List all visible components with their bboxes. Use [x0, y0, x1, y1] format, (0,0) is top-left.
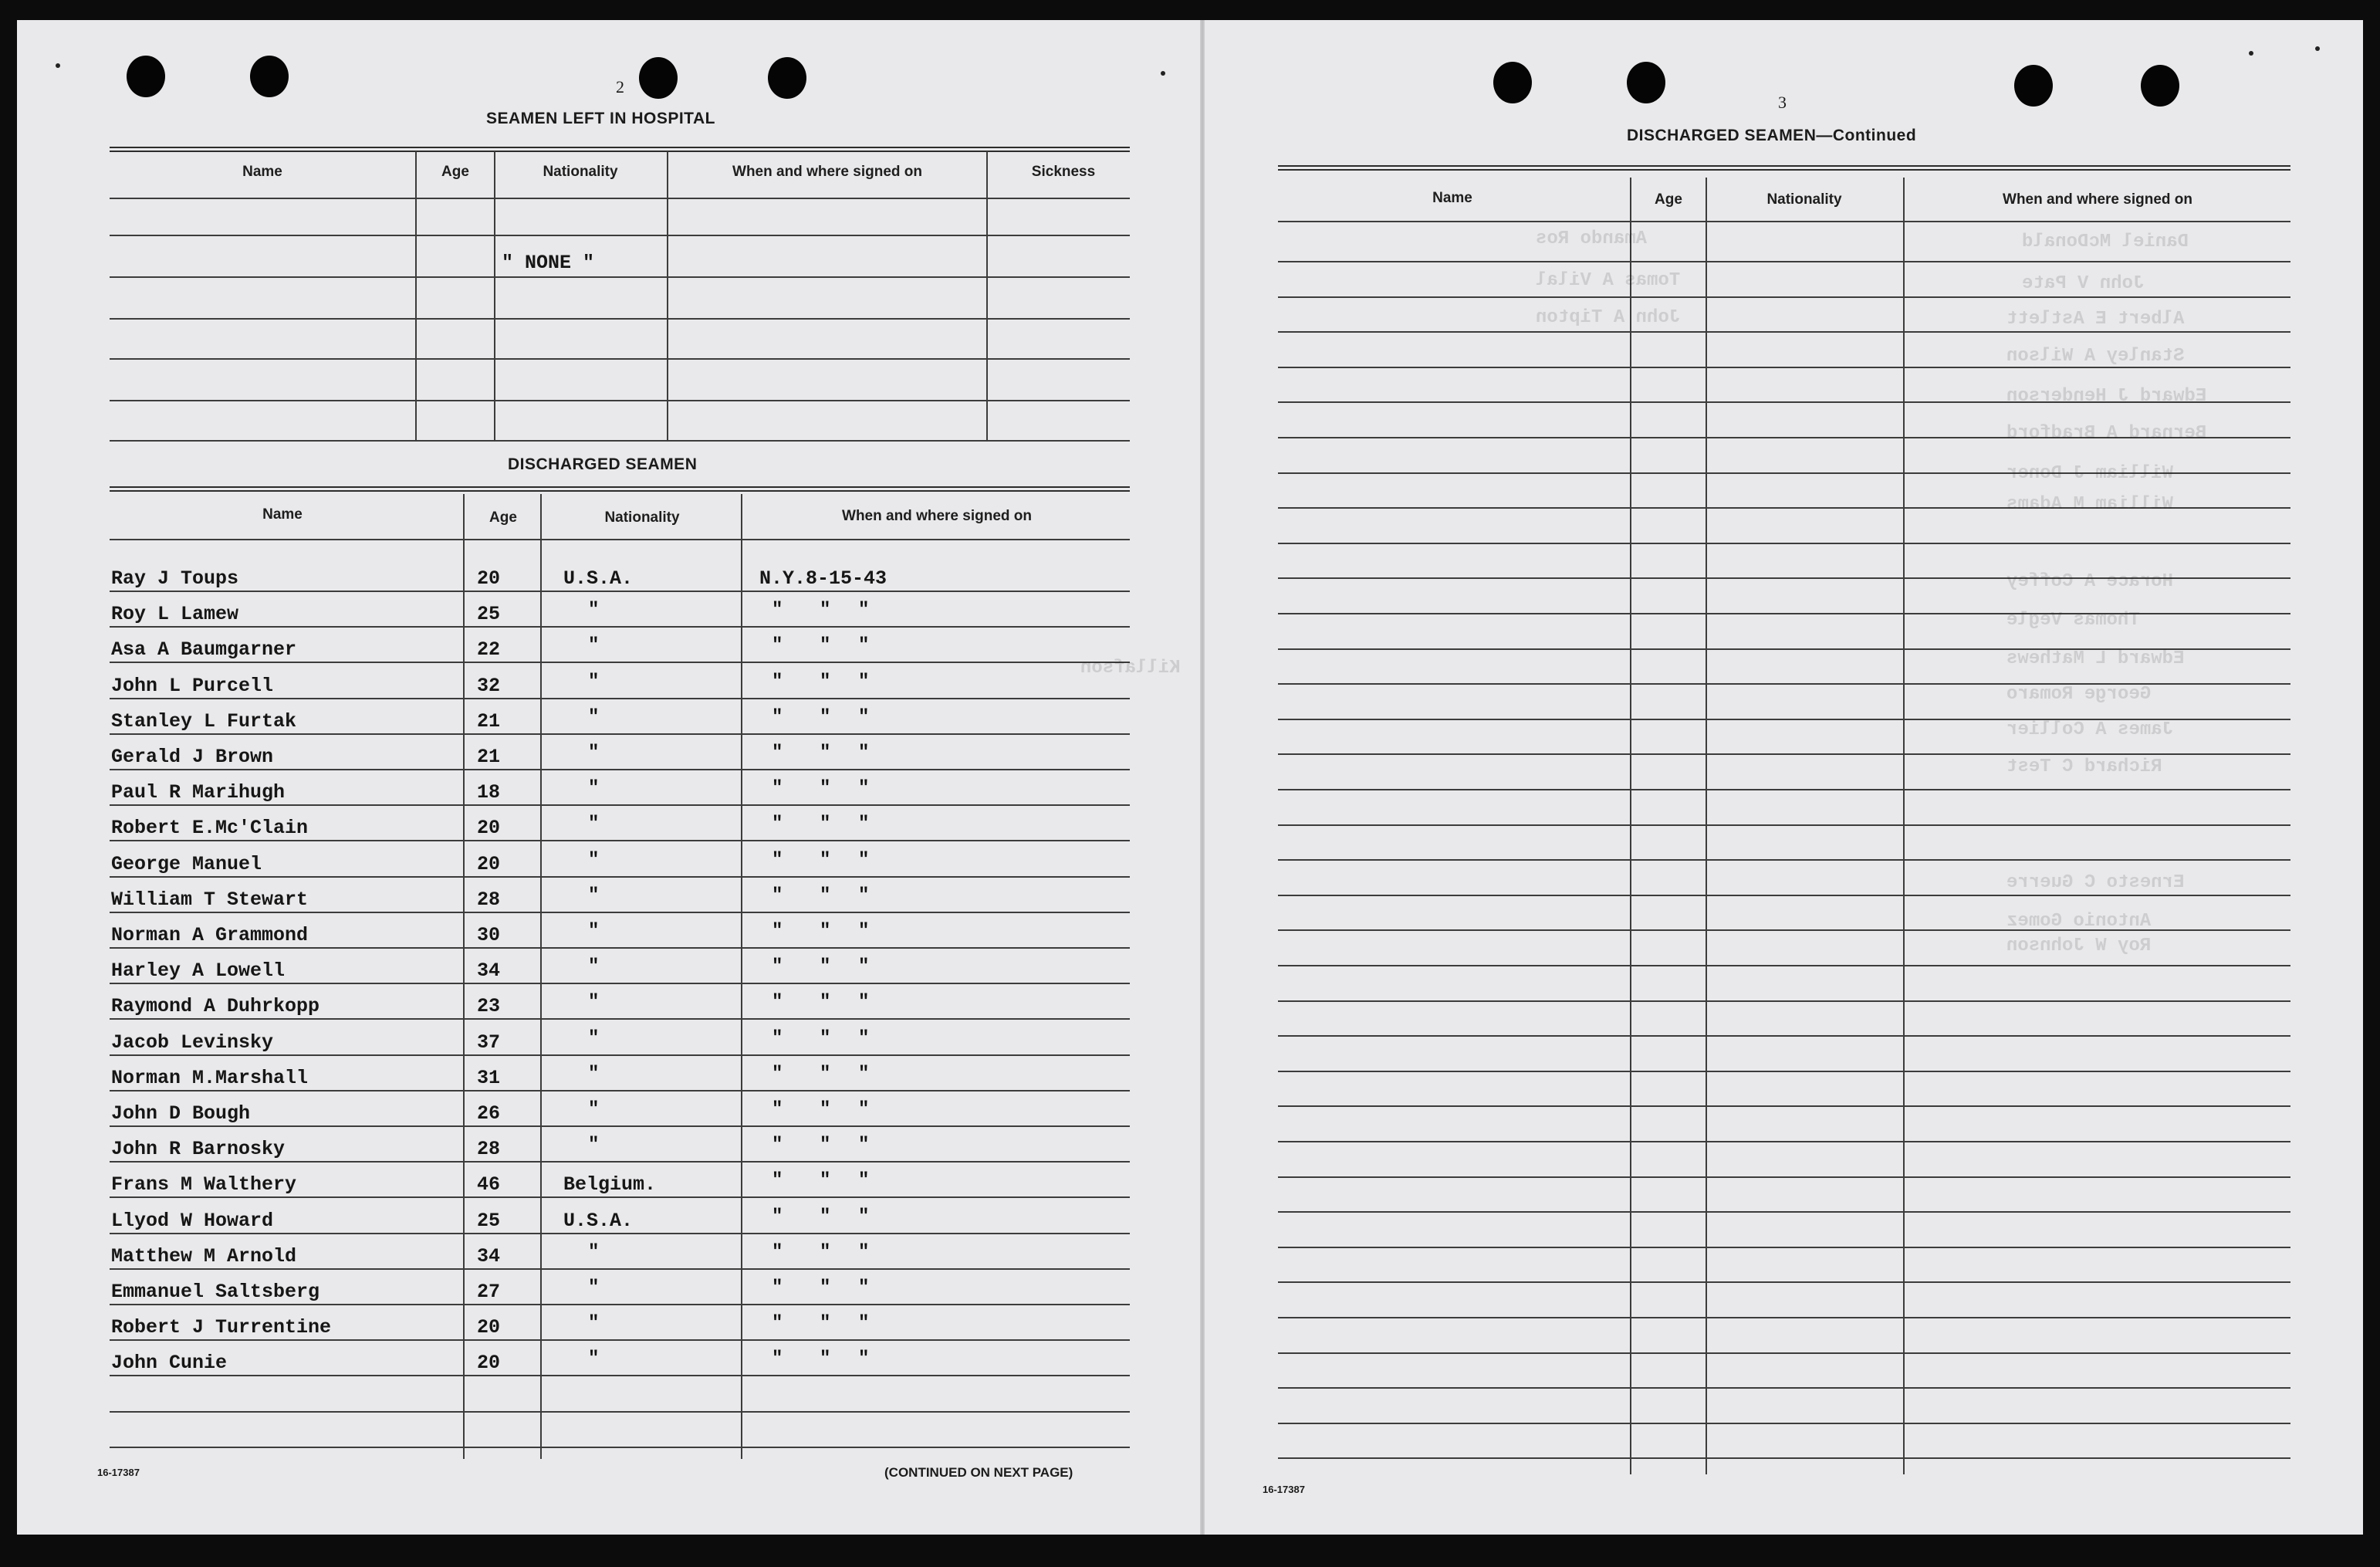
row-rule — [110, 1304, 1130, 1305]
seaman-name: Norman A Grammond — [111, 924, 309, 946]
ditto-mark: " — [772, 778, 783, 799]
ditto-mark: " — [820, 956, 831, 977]
ditto-mark: " — [858, 956, 870, 977]
ditto-mark: " — [772, 814, 783, 834]
row-rule — [1278, 1211, 2290, 1213]
row-rule — [1278, 1457, 2290, 1459]
rule — [110, 358, 1130, 360]
punch-hole — [639, 57, 678, 99]
ditto-mark: " — [858, 885, 870, 906]
seaman-name: Asa A Baumgarner — [111, 638, 297, 661]
bleed-through: William M Adams — [2006, 494, 2174, 515]
header-name: Name — [1432, 190, 1472, 206]
column-divider — [494, 151, 495, 440]
ditto-mark: " — [588, 885, 600, 906]
ditto-mark: " — [588, 1064, 600, 1085]
ditto-mark: " — [820, 921, 831, 942]
row-rule — [1278, 965, 2290, 966]
ditto-mark: " — [820, 814, 831, 834]
ditto-mark: " — [588, 956, 600, 977]
row-rule — [110, 876, 1130, 878]
row-rule — [1278, 1387, 2290, 1389]
row-rule — [110, 947, 1130, 949]
row-rule — [110, 1196, 1130, 1198]
seaman-nationality: U.S.A. — [563, 1210, 634, 1232]
seaman-name: Robert E.Mc'Clain — [111, 817, 309, 839]
bleed-through: Richard C Test — [2006, 756, 2162, 777]
page-fold — [1200, 20, 1205, 1535]
row-rule — [110, 1268, 1130, 1270]
seaman-name: John R Barnosky — [111, 1138, 286, 1160]
seaman-nationality: Belgium. — [563, 1173, 657, 1196]
column-divider — [1706, 178, 1707, 1474]
seaman-age: 21 — [477, 746, 501, 768]
ditto-mark: " — [858, 1207, 870, 1227]
row-rule — [1278, 1352, 2290, 1354]
seaman-age: 26 — [477, 1102, 501, 1125]
punch-hole — [1627, 62, 1665, 103]
seaman-age: 31 — [477, 1067, 501, 1089]
ditto-mark: " — [772, 672, 783, 692]
seaman-nationality: U.S.A. — [563, 567, 634, 590]
ditto-mark: " — [588, 1349, 600, 1369]
column-divider — [1630, 178, 1631, 1474]
row-rule — [1278, 1000, 2290, 1002]
header-signed-on: When and where signed on — [732, 164, 922, 180]
seaman-name: William T Stewart — [111, 888, 309, 911]
page-number: 2 — [616, 77, 624, 96]
seaman-age: 20 — [477, 817, 501, 839]
bleed-through: Amando Ros — [1536, 228, 1648, 249]
header-nationality: Nationality — [604, 509, 680, 526]
row-rule — [1278, 543, 2290, 544]
header-age: Age — [441, 164, 469, 180]
rule — [110, 440, 1130, 442]
bleed-through: Tomas A Vilal — [1536, 270, 1681, 291]
ditto-mark: " — [772, 992, 783, 1013]
seaman-age: 25 — [477, 603, 501, 625]
seaman-age: 18 — [477, 781, 501, 804]
seaman-age: 23 — [477, 995, 501, 1017]
ditto-mark: " — [820, 600, 831, 621]
bleed-through: John A Tipton — [1536, 307, 1681, 328]
ditto-mark: " — [820, 1064, 831, 1085]
ditto-mark: " — [588, 1278, 600, 1298]
ditto-mark: " — [858, 1099, 870, 1120]
ditto-mark: " — [820, 672, 831, 692]
ditto-mark: " — [858, 814, 870, 834]
bleed-through: Bernard A Bradford — [2006, 423, 2207, 444]
speck — [1161, 71, 1165, 76]
hospital-none-entry: " NONE " — [502, 252, 595, 274]
bleed-through: Killafson — [1080, 658, 1181, 679]
punch-hole — [2141, 65, 2179, 107]
seaman-age: 37 — [477, 1031, 501, 1054]
rule — [110, 147, 1130, 148]
seaman-name: Ray J Toups — [111, 567, 239, 590]
ditto-mark: " — [820, 992, 831, 1013]
ditto-mark: " — [820, 1278, 831, 1298]
ditto-mark: " — [772, 1242, 783, 1263]
header-nationality: Nationality — [543, 164, 618, 180]
seaman-name: George Manuel — [111, 853, 262, 875]
ditto-mark: " — [820, 850, 831, 871]
row-rule — [110, 626, 1130, 628]
ditto-mark: " — [858, 743, 870, 763]
row-rule — [1278, 1176, 2290, 1178]
punch-hole — [1493, 62, 1532, 103]
row-rule — [1278, 1035, 2290, 1037]
ditto-mark: " — [858, 778, 870, 799]
ditto-mark: " — [858, 707, 870, 728]
ditto-mark: " — [772, 1170, 783, 1191]
column-divider — [540, 494, 542, 1459]
bleed-through: Edward J Henderson — [2006, 386, 2207, 407]
discharged-continued-title: DISCHARGED SEAMEN—Continued — [1627, 127, 1917, 144]
seaman-age: 32 — [477, 675, 501, 697]
row-rule — [1278, 789, 2290, 790]
form-number: 16-17387 — [97, 1467, 140, 1478]
ditto-mark: " — [772, 850, 783, 871]
ditto-mark: " — [772, 1313, 783, 1334]
rule — [110, 486, 1130, 488]
seaman-name: Jacob Levinsky — [111, 1031, 274, 1054]
column-divider — [463, 494, 465, 1459]
ditto-mark: " — [820, 1099, 831, 1120]
punch-hole — [127, 56, 165, 97]
rule — [110, 400, 1130, 401]
row-rule — [110, 769, 1130, 770]
seaman-age: 20 — [477, 567, 501, 590]
speck — [2249, 51, 2253, 56]
seaman-name: Gerald J Brown — [111, 746, 274, 768]
ditto-mark: " — [772, 635, 783, 656]
speck — [2315, 46, 2320, 51]
row-rule — [110, 1339, 1130, 1341]
ditto-mark: " — [772, 1028, 783, 1049]
row-rule — [110, 591, 1130, 592]
bleed-through: George Romaro — [2006, 684, 2152, 705]
ditto-mark: " — [588, 1313, 600, 1334]
ditto-mark: " — [772, 1064, 783, 1085]
seaman-age: 34 — [477, 1245, 501, 1267]
seaman-name: Frans M Walthery — [111, 1173, 297, 1196]
seaman-age: 20 — [477, 1316, 501, 1339]
ditto-mark: " — [858, 992, 870, 1013]
row-rule — [1278, 367, 2290, 368]
rule — [110, 235, 1130, 236]
ditto-mark: " — [772, 1207, 783, 1227]
rule — [110, 539, 1130, 540]
seaman-name: Matthew M Arnold — [111, 1245, 297, 1267]
seaman-age: 20 — [477, 853, 501, 875]
seaman-name: Paul R Marihugh — [111, 781, 286, 804]
punch-hole — [250, 56, 289, 97]
hospital-title: SEAMEN LEFT IN HOSPITAL — [486, 110, 715, 127]
ditto-mark: " — [588, 814, 600, 834]
seaman-name: John L Purcell — [111, 675, 274, 697]
bleed-through: Antonio Gomez — [2006, 911, 2152, 932]
ditto-mark: " — [820, 1349, 831, 1369]
scanned-sheet — [17, 20, 2363, 1535]
ditto-mark: " — [820, 1135, 831, 1156]
row-rule — [110, 983, 1130, 984]
ditto-mark: " — [588, 672, 600, 692]
ditto-mark: " — [820, 1313, 831, 1334]
seaman-age: 30 — [477, 924, 501, 946]
ditto-mark: " — [588, 635, 600, 656]
rule — [110, 318, 1130, 320]
header-sickness: Sickness — [1031, 164, 1096, 180]
ditto-mark: " — [588, 1099, 600, 1120]
row-rule — [1278, 261, 2290, 262]
row-rule — [1278, 895, 2290, 896]
row-rule — [110, 698, 1130, 699]
ditto-mark: " — [858, 1135, 870, 1156]
column-divider — [667, 151, 668, 440]
bleed-through: John V Pate — [2022, 273, 2145, 294]
seaman-name: Raymond A Duhrkopp — [111, 995, 320, 1017]
page-number: 3 — [1778, 93, 1787, 112]
ditto-mark: " — [820, 1170, 831, 1191]
column-divider — [415, 151, 417, 440]
ditto-mark: " — [772, 885, 783, 906]
seaman-age: 28 — [477, 1138, 501, 1160]
seaman-age: 22 — [477, 638, 501, 661]
header-name: Name — [242, 164, 282, 180]
seaman-age: 46 — [477, 1173, 501, 1196]
ditto-mark: " — [772, 600, 783, 621]
rule — [1278, 221, 2290, 222]
header-age: Age — [1655, 191, 1682, 208]
row-rule — [110, 1411, 1130, 1413]
seaman-age: 28 — [477, 888, 501, 911]
ditto-mark: " — [588, 743, 600, 763]
ditto-mark: " — [588, 921, 600, 942]
seaman-name: Stanley L Furtak — [111, 710, 297, 733]
rule — [110, 276, 1130, 278]
row-rule — [1278, 1141, 2290, 1142]
ditto-mark: " — [588, 850, 600, 871]
rule — [110, 198, 1130, 199]
ditto-mark: " — [858, 1278, 870, 1298]
punch-hole — [2014, 65, 2053, 107]
row-rule — [1278, 753, 2290, 755]
ditto-mark: " — [820, 1207, 831, 1227]
ditto-mark: " — [772, 956, 783, 977]
row-rule — [1278, 859, 2290, 861]
row-rule — [110, 804, 1130, 806]
seaman-signed-on: N.Y.8-15-43 — [759, 567, 887, 590]
seaman-name: Norman M.Marshall — [111, 1067, 309, 1089]
ditto-mark: " — [820, 1242, 831, 1263]
header-signed-on: When and where signed on — [2003, 191, 2192, 208]
header-age: Age — [489, 509, 517, 526]
ditto-mark: " — [858, 1170, 870, 1191]
bleed-through: Stanley A Wilson — [2006, 346, 2185, 367]
ditto-mark: " — [820, 707, 831, 728]
row-rule — [1278, 1105, 2290, 1107]
row-rule — [110, 1233, 1130, 1234]
ditto-mark: " — [588, 1028, 600, 1049]
ditto-mark: " — [820, 743, 831, 763]
ditto-mark: " — [858, 600, 870, 621]
ditto-mark: " — [858, 1242, 870, 1263]
ditto-mark: " — [858, 672, 870, 692]
row-rule — [110, 912, 1130, 913]
bleed-through: William J Doner — [2006, 463, 2174, 484]
row-rule — [110, 1054, 1130, 1056]
discharged-title: DISCHARGED SEAMEN — [508, 455, 698, 473]
row-rule — [110, 1375, 1130, 1376]
bleed-through: Edward L Mathews — [2006, 648, 2185, 669]
row-rule — [110, 733, 1130, 735]
ditto-mark: " — [588, 1242, 600, 1263]
ditto-mark: " — [588, 778, 600, 799]
ditto-mark: " — [858, 1313, 870, 1334]
bleed-through: Albert E Astlett — [2006, 309, 2185, 330]
ditto-mark: " — [588, 992, 600, 1013]
row-rule — [1278, 296, 2290, 298]
seaman-name: Harley A Lowell — [111, 959, 286, 982]
ditto-mark: " — [858, 921, 870, 942]
ditto-mark: " — [858, 1349, 870, 1369]
ditto-mark: " — [772, 1278, 783, 1298]
header-nationality: Nationality — [1766, 191, 1842, 208]
seaman-name: John Cunie — [111, 1352, 228, 1374]
row-rule — [110, 1447, 1130, 1448]
ditto-mark: " — [858, 635, 870, 656]
ditto-mark: " — [588, 707, 600, 728]
seaman-age: 27 — [477, 1281, 501, 1303]
punch-hole — [768, 57, 806, 99]
row-rule — [110, 1018, 1130, 1020]
column-divider — [986, 151, 988, 440]
row-rule — [110, 1090, 1130, 1091]
row-rule — [1278, 1423, 2290, 1424]
ditto-mark: " — [772, 921, 783, 942]
seaman-name: John D Bough — [111, 1102, 251, 1125]
ditto-mark: " — [772, 1349, 783, 1369]
ditto-mark: " — [772, 743, 783, 763]
row-rule — [110, 1161, 1130, 1163]
seaman-age: 20 — [477, 1352, 501, 1374]
row-rule — [110, 662, 1130, 663]
ditto-mark: " — [858, 850, 870, 871]
bleed-through: Roy W Johnson — [2006, 936, 2152, 956]
speck — [56, 63, 60, 68]
header-name: Name — [262, 506, 303, 523]
ditto-mark: " — [772, 1099, 783, 1120]
bleed-through: James A Collier — [2006, 719, 2174, 740]
row-rule — [1278, 1281, 2290, 1283]
column-divider — [741, 494, 742, 1459]
row-rule — [1278, 331, 2290, 333]
bleed-through: Ernesto C Guerre — [2006, 872, 2185, 893]
ditto-mark: " — [772, 1135, 783, 1156]
form-number: 16-17387 — [1263, 1484, 1305, 1495]
bleed-through: Daniel McDonald — [2022, 232, 2189, 252]
ditto-mark: " — [588, 600, 600, 621]
seaman-age: 25 — [477, 1210, 501, 1232]
ditto-mark: " — [820, 1028, 831, 1049]
ditto-mark: " — [820, 635, 831, 656]
ditto-mark: " — [858, 1064, 870, 1085]
seaman-name: Roy L Lamew — [111, 603, 239, 625]
row-rule — [1278, 1317, 2290, 1318]
row-rule — [110, 1125, 1130, 1127]
ditto-mark: " — [588, 1135, 600, 1156]
ditto-mark: " — [820, 885, 831, 906]
ditto-mark: " — [772, 707, 783, 728]
ditto-mark: " — [820, 778, 831, 799]
row-rule — [1278, 1071, 2290, 1072]
seaman-age: 34 — [477, 959, 501, 982]
seaman-name: Emmanuel Saltsberg — [111, 1281, 320, 1303]
seaman-name: Llyod W Howard — [111, 1210, 274, 1232]
bleed-through: Horace A Coffey — [2006, 571, 2174, 592]
bleed-through: Thomas Vegle — [2006, 610, 2140, 631]
header-signed-on: When and where signed on — [842, 508, 1032, 524]
row-rule — [1278, 1247, 2290, 1248]
column-divider — [1903, 178, 1905, 1474]
seaman-age: 21 — [477, 710, 501, 733]
row-rule — [110, 840, 1130, 841]
rule — [1278, 165, 2290, 167]
seaman-name: Robert J Turrentine — [111, 1316, 332, 1339]
continued-note: (CONTINUED ON NEXT PAGE) — [884, 1465, 1073, 1480]
ditto-mark: " — [858, 1028, 870, 1049]
row-rule — [1278, 824, 2290, 826]
